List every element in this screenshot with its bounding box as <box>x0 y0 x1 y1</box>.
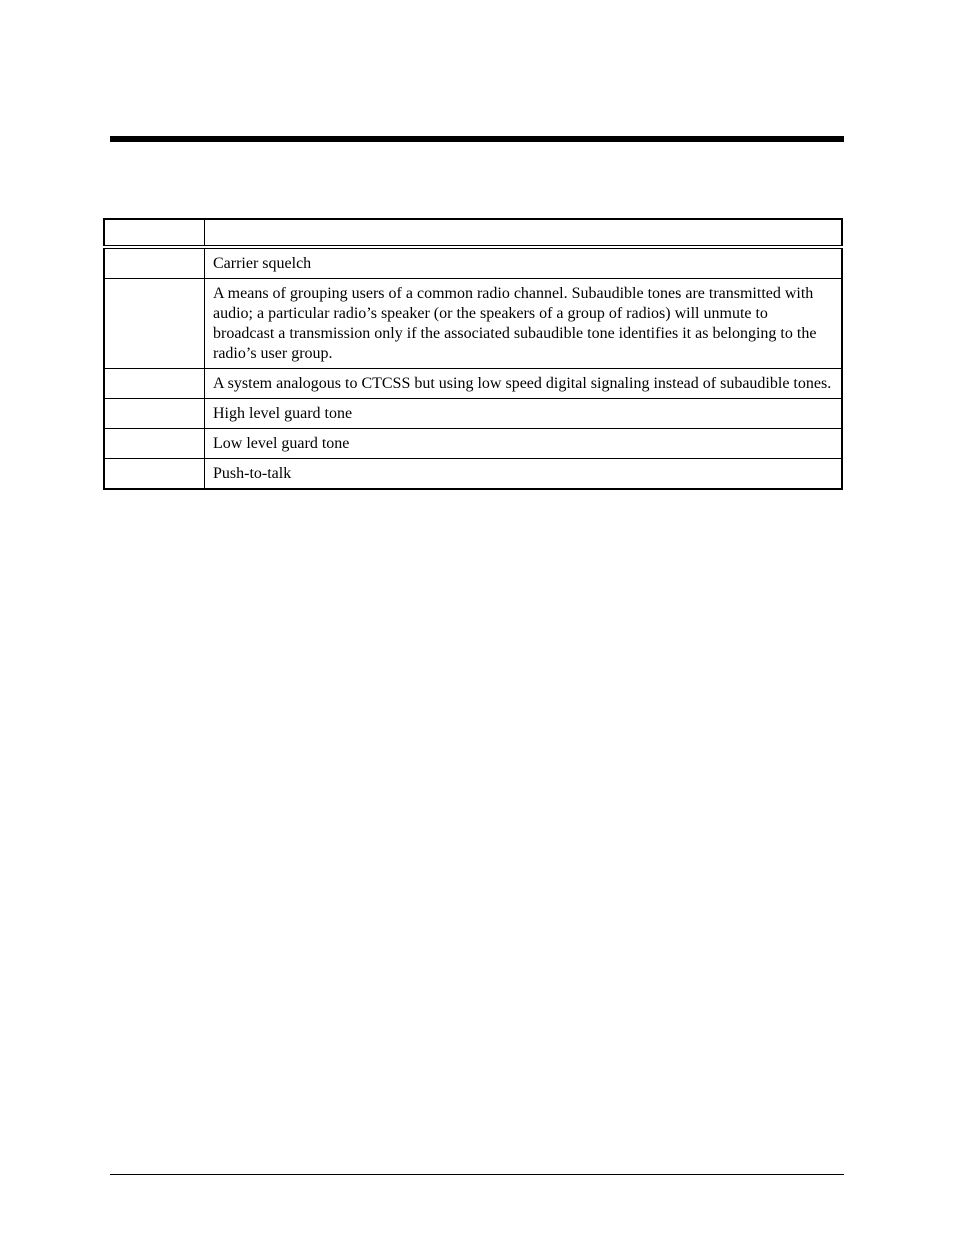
table-row <box>104 247 842 279</box>
term-cell <box>104 247 205 279</box>
header-definition-cell <box>205 219 843 247</box>
table-row <box>104 429 842 459</box>
term-cell <box>104 399 205 429</box>
table-row <box>104 459 842 490</box>
footer-rule <box>110 1174 844 1175</box>
term-cell <box>104 429 205 459</box>
term-cell <box>104 459 205 490</box>
table-row <box>104 369 842 399</box>
definition-cell: Low level guard tone <box>205 429 843 459</box>
header-rule <box>110 136 844 142</box>
definition-cell: High level guard tone <box>205 399 843 429</box>
definition-cell: Push-to-talk <box>205 459 843 490</box>
term-cell <box>104 279 205 369</box>
definition-cell: A system analogous to CTCSS but using low speed digital signaling instead of subaudible tones. <box>205 369 843 399</box>
term-cell <box>104 369 205 399</box>
definition-cell: A means of grouping users of a common radio channel. Subaudible tones are transmitted with audio; a particular radio’s speaker (or the speakers of a group of radios) will unmute to broadcast a transmission only if the associated subaudible tone identifies it as belonging to the radio’s user group. <box>205 279 843 369</box>
table-row <box>104 399 842 429</box>
table-body <box>104 247 842 489</box>
table-header <box>104 219 842 247</box>
table-row <box>104 279 842 369</box>
glossary-table <box>103 218 843 490</box>
header-row <box>104 219 842 247</box>
definition-cell: Carrier squelch <box>205 247 843 279</box>
header-term-cell <box>104 219 205 247</box>
